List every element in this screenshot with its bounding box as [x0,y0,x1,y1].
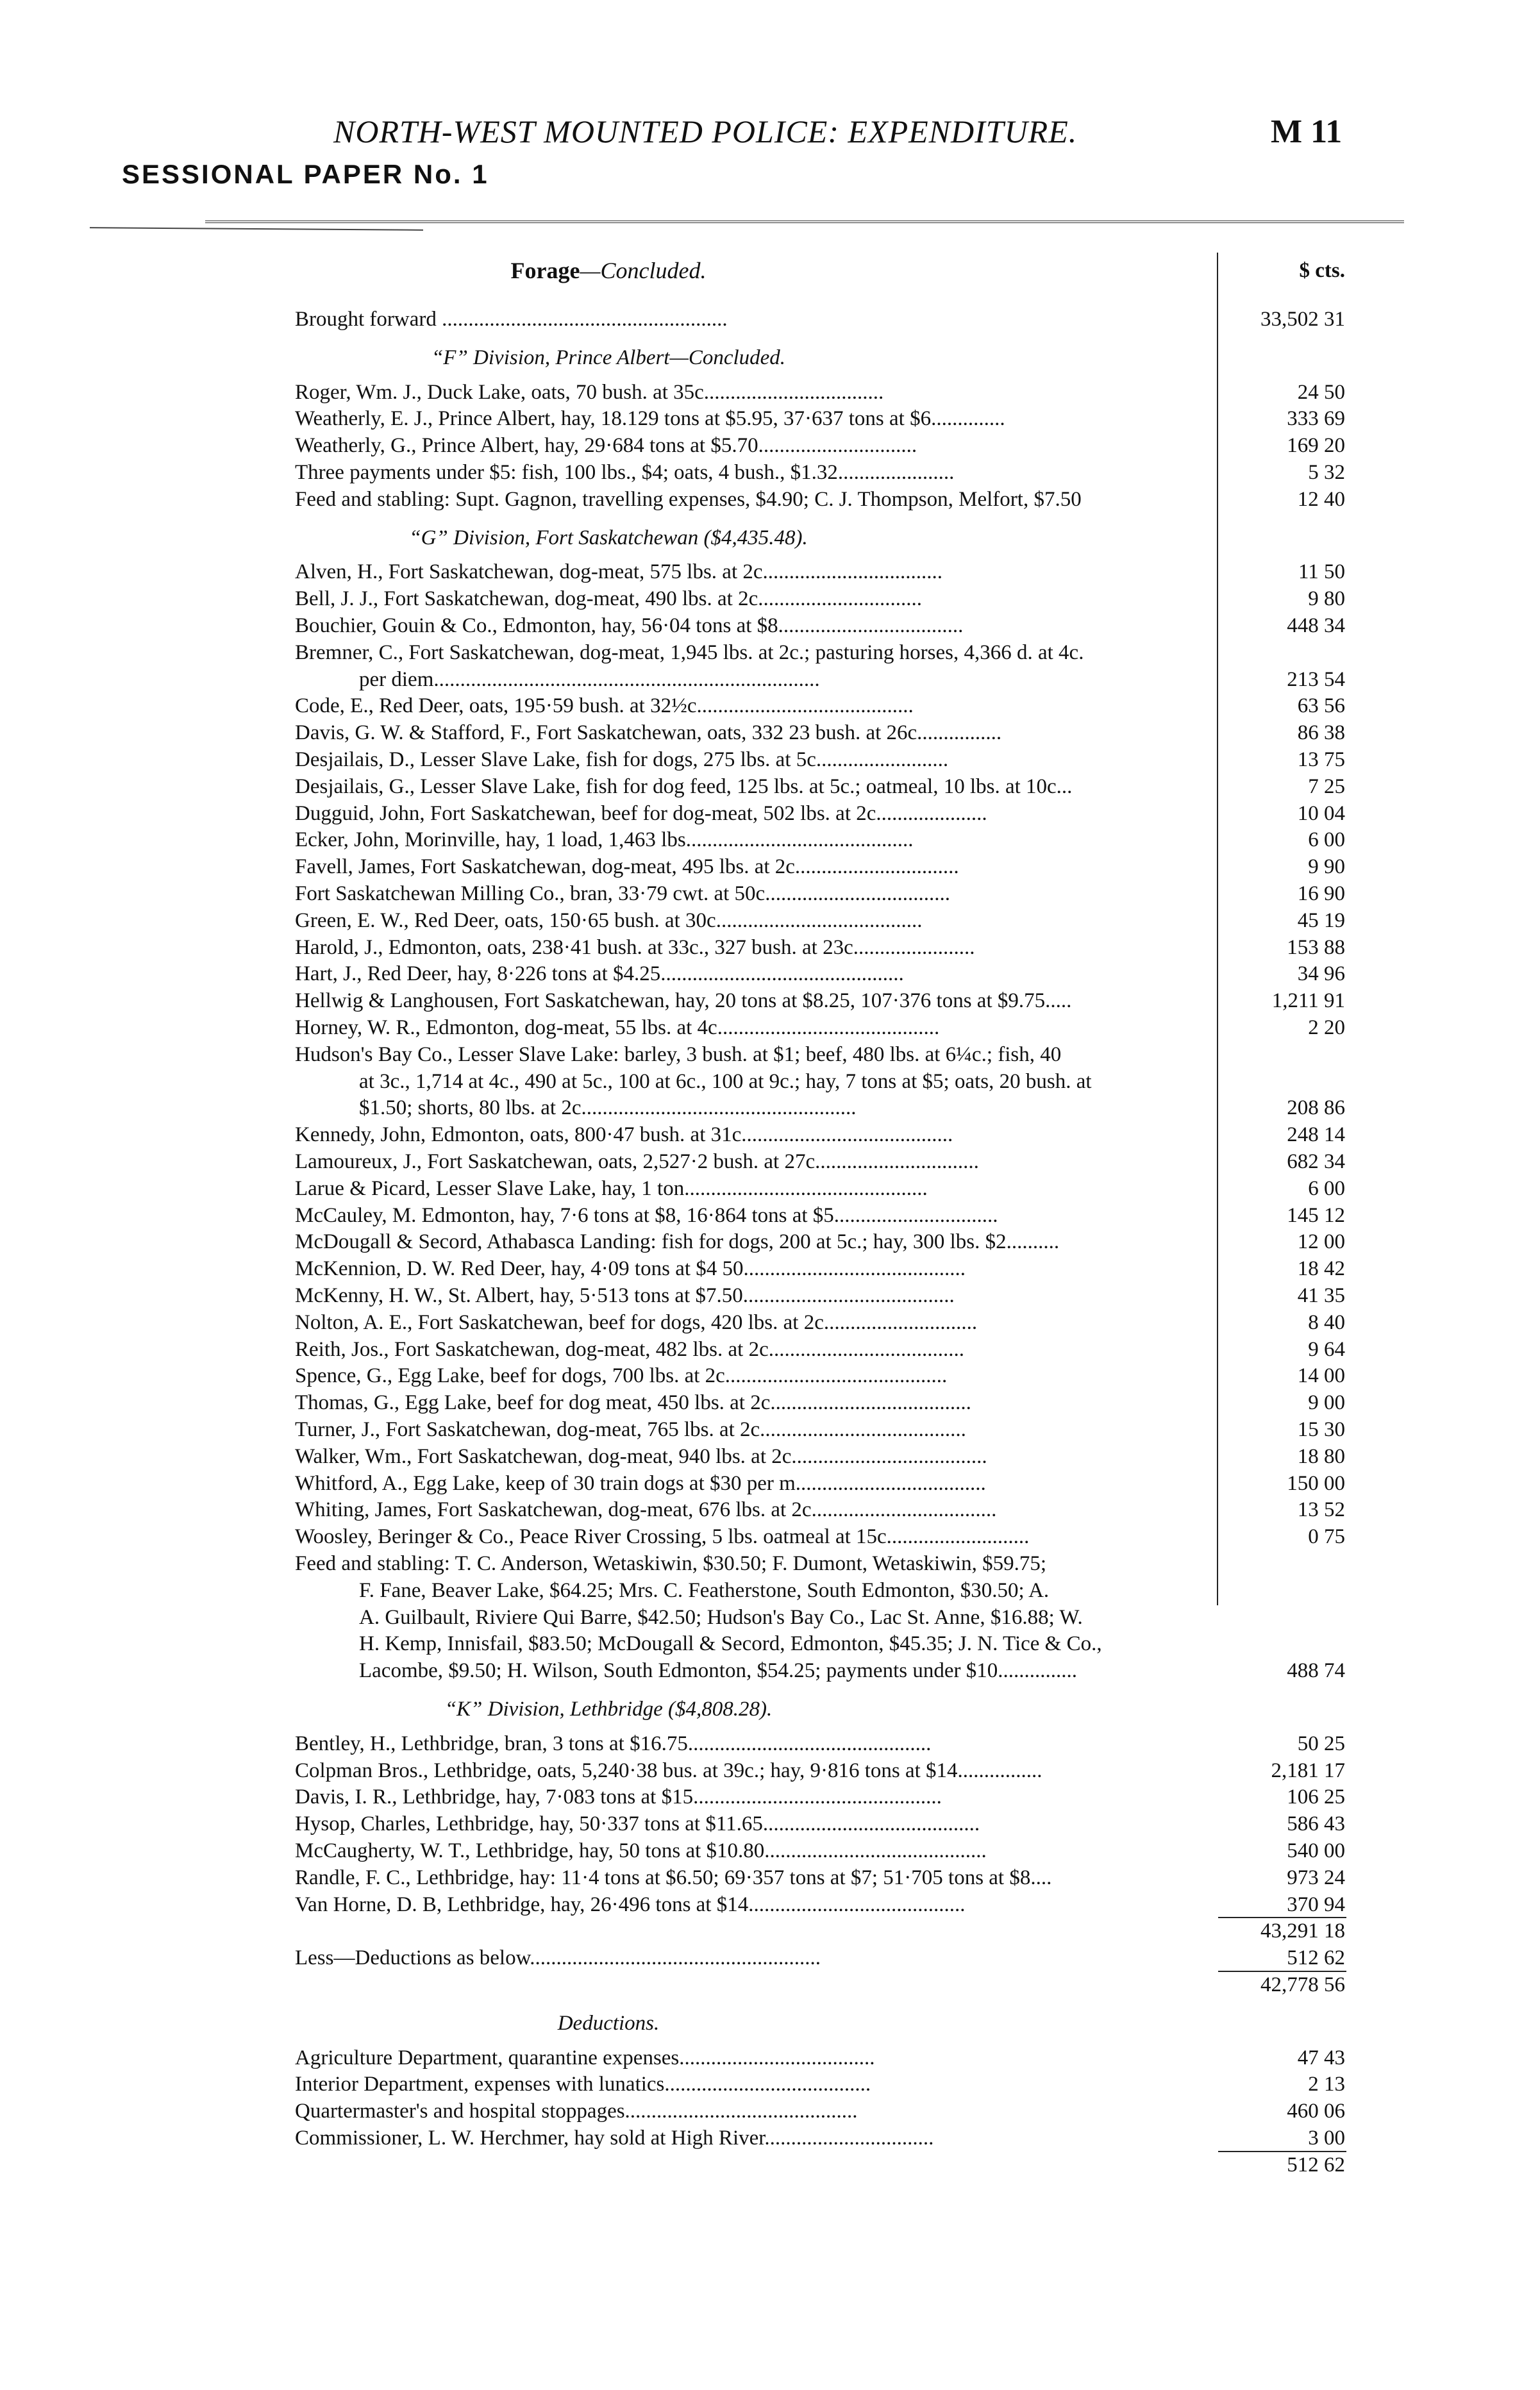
row-amount: 45 19 [1297,909,1345,932]
row-amount: 0 75 [1308,1525,1345,1548]
table-row [0,1095,1540,1121]
table-row [0,1605,1540,1630]
table-row [0,586,1540,612]
table-row [0,1865,1540,1891]
row-description: Brought forward ...................................................... [295,308,728,331]
table-row [0,774,1540,799]
row-description: Kennedy, John, Edmonton, oats, 800·47 bush. at 31c........................................ [295,1123,953,1146]
table-row [0,1731,1540,1757]
table-row [0,460,1540,485]
row-amount: 3 00 [1308,2127,1345,2150]
row-description: F. Fane, Beaver Lake, $64.25; Mrs. C. Featherstone, South Edmonton, $30.50; A. [359,1579,1050,1602]
table-row [0,801,1540,826]
row-amount: 169 20 [1287,434,1345,457]
row-description: Van Horne, D. B, Lethbridge, hay, 26·496 tons at $14......................................... [295,1893,966,1916]
table-row [0,1176,1540,1201]
table-row [0,1631,1540,1657]
row-amount: 7 25 [1308,775,1345,798]
table-row [0,640,1540,665]
subtotal-row [0,1918,1540,1944]
section-title: Forage [510,258,580,283]
row-amount: 145 12 [1287,1204,1345,1227]
row-description: Agriculture Department, quarantine expenses..................................... [295,2046,875,2069]
row-description: Woosley, Beringer & Co., Peace River Crossing, 5 lbs. oatmeal at 15c........................... [295,1525,1030,1548]
table-row [0,487,1540,512]
division-title: “K” Division, Lethbridge ($4,808.28). [444,1698,773,1721]
row-description: Lacombe, $9.50; H. Wilson, South Edmonton, $54.25; payments under $10............... [359,1659,1077,1682]
row-amount: 18 80 [1297,1445,1345,1468]
row-description: Spence, G., Egg Lake, beef for dogs, 700 lbs. at 2c.......................................... [295,1364,948,1387]
table-row [0,1551,1540,1576]
table-row [0,1390,1540,1416]
row-description: Code, E., Red Deer, oats, 195·59 bush. at 32½c......................................... [295,694,914,717]
row-amount: 6 00 [1308,828,1345,851]
table-row [0,559,1540,585]
row-amount: 540 00 [1287,1839,1345,1862]
row-description: Whiting, James, Fort Saskatchewan, dog-meat, 676 lbs. at 2c................................... [295,1498,997,1521]
table-row [0,1811,1540,1837]
row-description: Desjailais, G., Lesser Slave Lake, fish for dog feed, 125 lbs. at 5c.; oatmeal, 10 lbs. at 10c... [295,775,1073,798]
row-amount: 248 14 [1287,1123,1345,1146]
table-row [0,1203,1540,1228]
row-amount: 24 50 [1297,381,1345,404]
row-description: Desjailais, D., Lesser Slave Lake, fish for dogs, 275 lbs. at 5c......................... [295,748,949,771]
row-description: Whitford, A., Egg Lake, keep of 30 train dogs at $30 per m.................................... [295,1472,986,1495]
table-row [0,380,1540,405]
table-row [0,747,1540,773]
table-row [0,1892,1540,1918]
table-row [0,1945,1540,1971]
row-description: Bentley, H., Lethbridge, bran, 3 tons at $16.75.............................................. [295,1732,932,1755]
row-description: Alven, H., Fort Saskatchewan, dog-meat, 575 lbs. at 2c.................................. [295,560,943,583]
row-description: Hudson's Bay Co., Lesser Slave Lake: barley, 3 bush. at $1; beef, 480 lbs. at 6¼c.; fish, 40 [295,1043,1062,1066]
row-description: A. Guilbault, Riviere Qui Barre, $42.50; Hudson's Bay Co., Lac St. Anne, $16.88; W. [359,1606,1083,1629]
row-amount: 2,181 17 [1271,1759,1345,1782]
row-description: Hysop, Charles, Lethbridge, hay, 50·337 tons at $11.65......................................... [295,1812,980,1835]
row-description: Turner, J., Fort Saskatchewan, dog-meat, 765 lbs. at 2c....................................... [295,1418,966,1441]
row-description: Bell, J. J., Fort Saskatchewan, dog-meat, 490 lbs. at 2c............................... [295,587,922,610]
row-description: at 3c., 1,714 at 4c., 490 at 5c., 100 at 6c., 100 at 9c.; hay, 7 tons at $5; oats, 20 bush. at [359,1070,1092,1093]
row-description: Weatherly, E. J., Prince Albert, hay, 18.129 tons at $5.95, 37·637 tons at $6.............. [295,407,1005,430]
row-amount: 6 00 [1308,1177,1345,1200]
row-description: Hellwig & Langhousen, Fort Saskatchewan, hay, 20 tons at $8.25, 107·376 tons at $9.75..... [295,989,1072,1012]
row-amount: 50 25 [1297,1732,1345,1755]
row-amount: 213 54 [1287,668,1345,691]
row-description: Interior Department, expenses with lunatics....................................... [295,2073,871,2096]
row-description: McCauley, M. Edmonton, hay, 7·6 tons at $8, 16·864 tons at $5............................... [295,1204,998,1227]
division-title: “G” Division, Fort Saskatchewan ($4,435.48). [409,526,808,549]
row-description: H. Kemp, Innisfail, $83.50; McDougall & Secord, Edmonton, $45.35; J. N. Tice & Co., [359,1632,1102,1655]
division-heading [0,525,1540,551]
row-amount: 460 06 [1287,2100,1345,2123]
row-description: per diem......................................................................... [359,668,820,691]
table-row [0,433,1540,458]
row-amount: 9 00 [1308,1391,1345,1414]
sessional-paper-label: SESSIONAL PAPER No. 1 [122,159,489,189]
row-amount: 41 35 [1297,1284,1345,1307]
subtotal-row [0,2152,1540,2178]
row-description: Davis, G. W. & Stafford, F., Fort Saskatchewan, oats, 332 23 bush. at 26c................ [295,721,1002,744]
header-rule [205,221,1404,223]
division-title: Deductions. [557,2012,660,2035]
division-heading [0,2010,1540,2036]
table-row [0,2045,1540,2071]
row-amount: 63 56 [1297,694,1345,717]
division-heading [0,345,1540,371]
table-row [0,1497,1540,1523]
table-row [0,961,1540,987]
row-description: Horney, W. R., Edmonton, dog-meat, 55 lbs. at 4c.......................................... [295,1016,940,1039]
row-amount: 11 50 [1298,560,1345,583]
row-amount: 43,291 18 [1260,1919,1345,1943]
row-amount: 13 75 [1297,748,1345,771]
row-amount: 9 80 [1308,587,1345,610]
table-row [0,1229,1540,1255]
row-amount: 2 20 [1308,1016,1345,1039]
row-amount: 5 32 [1308,461,1345,484]
row-amount: 10 04 [1297,802,1345,825]
row-amount: 973 24 [1287,1866,1345,1889]
table-row [0,2071,1540,2097]
table-row [0,613,1540,639]
currency-header: $ cts. [1299,259,1345,282]
row-description: Less—Deductions as below....................................................... [295,1946,821,1969]
row-amount: 12 40 [1297,488,1345,511]
row-description: Harold, J., Edmonton, oats, 238·41 bush. at 33c., 327 bush. at 23c....................... [295,936,975,959]
table-row [0,881,1540,907]
row-description: Davis, I. R., Lethbridge, hay, 7·083 tons at $15............................................... [295,1785,942,1809]
row-amount: 512 62 [1287,1946,1345,1969]
subtotal-row [0,1972,1540,1998]
row-description: McKenny, H. W., St. Albert, hay, 5·513 tons at $7.50........................................ [295,1284,955,1307]
row-amount: 34 96 [1297,962,1345,985]
row-amount: 153 88 [1287,936,1345,959]
row-description: Thomas, G., Egg Lake, beef for dog meat, 450 lbs. at 2c...................................... [295,1391,971,1414]
row-description: Feed and stabling: Supt. Gagnon, travelling expenses, $4.90; C. J. Thompson, Melfort, $7.50 [295,488,1082,511]
row-amount: 12 00 [1297,1230,1345,1253]
table-row [0,720,1540,746]
row-amount: 15 30 [1297,1418,1345,1441]
table-row [0,1838,1540,1864]
table-row [0,908,1540,933]
row-description: Nolton, A. E., Fort Saskatchewan, beef for dogs, 420 lbs. at 2c............................. [295,1311,978,1334]
table-row [0,1069,1540,1094]
row-amount: 333 69 [1287,407,1345,430]
table-row [0,693,1540,719]
row-amount: 42,778 56 [1260,1973,1345,1996]
row-amount: 1,211 91 [1271,989,1345,1012]
page-number: M 11 [1271,113,1343,150]
row-description: Feed and stabling: T. C. Anderson, Wetaskiwin, $30.50; F. Dumont, Wetaskiwin, $59.75; [295,1552,1047,1575]
table-row [0,2098,1540,2124]
row-amount: 488 74 [1287,1659,1345,1682]
row-amount: 448 34 [1287,614,1345,637]
row-description: Green, E. W., Red Deer, oats, 150·65 bush. at 30c....................................... [295,909,923,932]
row-description: Favell, James, Fort Saskatchewan, dog-meat, 495 lbs. at 2c............................... [295,855,959,878]
row-amount: 208 86 [1287,1096,1345,1119]
table-row [0,306,1540,332]
table-row [0,1337,1540,1362]
row-description: Commissioner, L. W. Herchmer, hay sold at High River................................ [295,2127,934,2150]
table-row [0,1524,1540,1550]
header-rule-secondary [90,227,423,231]
table-row [0,1578,1540,1603]
row-amount: 18 42 [1297,1257,1345,1280]
table-row [0,1256,1540,1282]
table-row [0,1658,1540,1684]
row-amount: 86 38 [1297,721,1345,744]
table-row [0,406,1540,431]
row-amount: 682 34 [1287,1150,1345,1173]
row-amount: 8 40 [1308,1311,1345,1334]
row-description: Fort Saskatchewan Milling Co., bran, 33·79 cwt. at 50c................................... [295,882,950,905]
table-row [0,1363,1540,1389]
table-row [0,988,1540,1014]
table-row [0,1784,1540,1810]
row-description: McKennion, D. W. Red Deer, hay, 4·09 tons at $4 50.......................................... [295,1257,966,1280]
division-title: “F” Division, Prince Albert—Concluded. [431,346,786,369]
table-row [0,1042,1540,1067]
row-amount: 16 90 [1297,882,1345,905]
row-description: Three payments under $5: fish, 100 lbs., $4; oats, 4 bush., $1.32...................... [295,461,955,484]
table-row [0,1417,1540,1442]
table-row [0,1444,1540,1469]
row-amount: 2 13 [1308,2073,1345,2096]
row-description: Ecker, John, Morinville, hay, 1 load, 1,463 lbs........................................... [295,828,914,851]
row-description: Reith, Jos., Fort Saskatchewan, dog-meat, 482 lbs. at 2c..................................... [295,1338,964,1361]
table-row [0,1758,1540,1784]
row-description: Lamoureux, J., Fort Saskatchewan, oats, 2,527·2 bush. at 27c............................... [295,1150,979,1173]
table-row [0,1149,1540,1174]
table-row [0,935,1540,960]
row-description: Dugguid, John, Fort Saskatchewan, beef for dog-meat, 502 lbs. at 2c..................... [295,802,987,825]
row-amount: 14 00 [1297,1364,1345,1387]
row-description: Randle, F. C., Lethbridge, hay: 11·4 tons at $6.50; 69·357 tons at $7; 51·705 tons at $8.... [295,1866,1052,1889]
row-amount: 47 43 [1297,2046,1345,2069]
row-description: McDougall & Secord, Athabasca Landing: fish for dogs, 200 at 5c.; hay, 300 lbs. $2.......... [295,1230,1060,1253]
table-row [0,1471,1540,1496]
table-row [0,1310,1540,1335]
row-description: Bouchier, Gouin & Co., Edmonton, hay, 56·04 tons at $8................................... [295,614,964,637]
row-description: Roger, Wm. J., Duck Lake, oats, 70 bush. at 35c.................................. [295,381,884,404]
row-amount: 150 00 [1287,1472,1345,1495]
table-row [0,667,1540,692]
table-row [0,2125,1540,2151]
row-description: Quartermaster's and hospital stoppages............................................ [295,2100,858,2123]
row-amount: 33,502 31 [1260,308,1345,331]
row-description: Colpman Bros., Lethbridge, oats, 5,240·38 bus. at 39c.; hay, 9·816 tons at $14................ [295,1759,1042,1782]
table-row [0,854,1540,880]
row-amount: 370 94 [1287,1893,1345,1916]
row-description: Hart, J., Red Deer, hay, 8·226 tons at $4.25.............................................. [295,962,904,985]
row-amount: 9 90 [1308,855,1345,878]
division-heading [0,1696,1540,1722]
row-amount: 586 43 [1287,1812,1345,1835]
section-subtitle: —Concluded. [580,258,707,283]
running-title: NORTH-WEST MOUNTED POLICE: EXPENDITURE. [333,113,1078,149]
row-description: Weatherly, G., Prince Albert, hay, 29·684 tons at $5.70.............................. [295,434,917,457]
row-amount: 512 62 [1287,2153,1345,2177]
row-description: Bremner, C., Fort Saskatchewan, dog-meat, 1,945 lbs. at 2c.; pasturing horses, 4,366 d. at 4c. [295,641,1084,664]
table-row [0,1283,1540,1308]
section-heading [0,258,1540,283]
row-amount: 9 64 [1308,1338,1345,1361]
row-description: $1.50; shorts, 80 lbs. at 2c.................................................... [359,1096,857,1119]
row-amount: 13 52 [1297,1498,1345,1521]
table-row [0,827,1540,853]
row-description: Walker, Wm., Fort Saskatchewan, dog-meat, 940 lbs. at 2c..................................... [295,1445,987,1468]
table-row [0,1015,1540,1040]
row-description: Larue & Picard, Lesser Slave Lake, hay, 1 ton.............................................. [295,1177,928,1200]
table-row [0,1122,1540,1148]
row-description: McCaugherty, W. T., Lethbridge, hay, 50 tons at $10.80.......................................... [295,1839,987,1862]
row-amount: 106 25 [1287,1785,1345,1809]
